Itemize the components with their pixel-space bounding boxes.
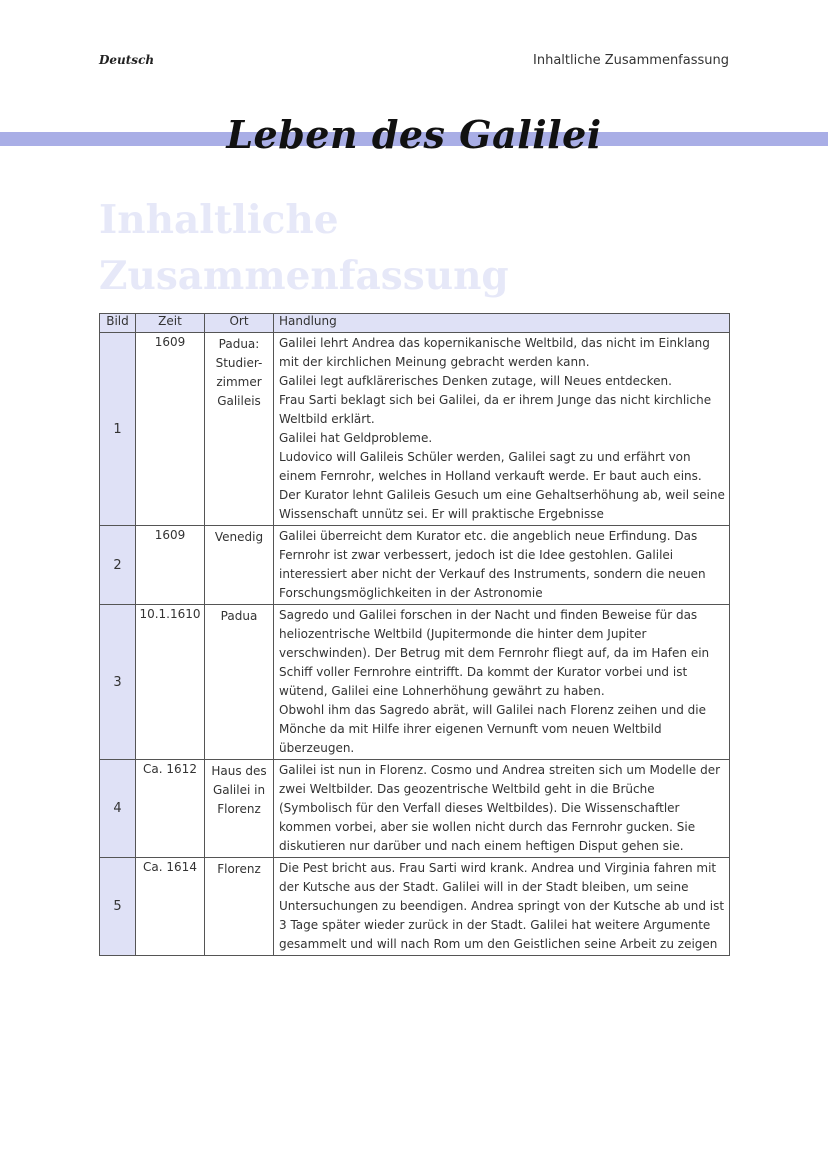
cell-handlung bbox=[274, 858, 730, 956]
cell-ort: Padua bbox=[205, 605, 274, 760]
cell-bild: 4 bbox=[100, 760, 136, 858]
cell-ort: Padua: Studier-zimmer Galileis bbox=[205, 333, 274, 526]
header-topic: Inhaltliche Zusammenfassung bbox=[533, 53, 729, 68]
cell-handlung bbox=[274, 526, 730, 605]
cell-handlung bbox=[274, 760, 730, 858]
header-ort: Ort bbox=[205, 314, 274, 333]
cell-bild: 2 bbox=[100, 526, 136, 605]
handlung-paragraph: Galilei überreicht dem Kurator etc. die angeblich neue Erfindung. Das Fernrohr ist zwar verbessert, jedoch ist die Idee gestohlen. Galilei interessiert aber nicht der Verkauf des Instruments, sondern die neuen Forschungsmöglichkeiten in der Astronomie bbox=[279, 529, 706, 600]
handlung-paragraph: Frau Sarti beklagt sich bei Galilei, da er ihrem Junge das nicht kirchliche Weltbild erklärt. bbox=[279, 393, 712, 426]
handlung-paragraph: Obwohl ihm das Sagredo abrät, will Galilei nach Florenz zeihen und die Mönche da mit Hilfe ihrer eigenen Vernunft vom neuen Weltbild überzeugen. bbox=[279, 703, 707, 755]
handlung-paragraph: Die Pest bricht aus. Frau Sarti wird krank. Andrea und Virginia fahren mit der Kutsche aus der Stadt. Galilei will in der Stadt bleiben, um seine Untersuchungen zu beendigen. Andrea springt von der Kutsche ab und ist 3 Tage später wieder zurück in der Stadt. Galilei hat weitere Argumente gesammelt und will nach Rom um den Geistlichen seine Arbeit zu zeigen bbox=[279, 861, 725, 951]
subtitle-line-1: Inhaltliche bbox=[99, 197, 339, 243]
handlung-paragraph: Galilei lehrt Andrea das kopernikanische Weltbild, das nicht im Einklang mit der kirchlichen Meinung gebracht werden kann. bbox=[279, 336, 710, 369]
subtitle-line-2: Zusammenfassung bbox=[99, 253, 509, 299]
handlung-paragraph: Ludovico will Galileis Schüler werden, Galilei sagt zu und erfährt von einem Fernrohr, welches in Holland verkauft werde. Er baut auch eins. bbox=[279, 450, 702, 483]
cell-bild: 5 bbox=[100, 858, 136, 956]
handlung-paragraph: Der Kurator lehnt Galileis Gesuch um eine Gehaltserhöhung ab, weil seine Wissenschaft unnütz sei. Er will praktische Ergebnisse bbox=[279, 488, 725, 521]
summary-table bbox=[99, 313, 730, 956]
cell-handlung bbox=[274, 605, 730, 760]
header-subject: Deutsch bbox=[99, 53, 155, 67]
handlung-paragraph: Galilei ist nun in Florenz. Cosmo und Andrea streiten sich um Modelle der zwei Weltbilder. Das geozentrische Weltbild geht in die Brüche (Symbolisch für den Verfall dieses Weltbildes). Die Wissenschaftler kommen vorbei, aber sie wollen nicht durch das Fernrohr gucken. Sie diskutieren nur darüber und nach einem heftigen Disput gehen sie. bbox=[279, 763, 721, 853]
handlung-paragraph: Sagredo und Galilei forschen in der Nacht und finden Beweise für das heliozentrische Weltbild (Jupitermonde die hinter dem Jupiter verschwinden). Der Betrug mit dem Fernrohr fliegt auf, da im Hafen ein Schiff voller Fernrohre eintrifft. Da kommt der Kurator vorbei und ist wütend, Galilei eine Lohnerhöhung gewährt zu haben. bbox=[279, 608, 710, 698]
cell-zeit: Ca. 1614 bbox=[136, 858, 205, 956]
cell-zeit: 10.1.1610 bbox=[136, 605, 205, 760]
cell-ort: Florenz bbox=[205, 858, 274, 956]
cell-ort: Haus des Galilei in Florenz bbox=[205, 760, 274, 858]
table-row bbox=[100, 605, 730, 760]
handlung-paragraph: Galilei hat Geldprobleme. bbox=[279, 431, 433, 445]
header-zeit: Zeit bbox=[136, 314, 205, 333]
table-row bbox=[100, 526, 730, 605]
cell-zeit: Ca. 1612 bbox=[136, 760, 205, 858]
cell-zeit: 1609 bbox=[136, 526, 205, 605]
cell-ort: Venedig bbox=[205, 526, 274, 605]
table-row bbox=[100, 858, 730, 956]
handlung-paragraph: Galilei legt aufklärerisches Denken zutage, will Neues entdecken. bbox=[279, 374, 672, 388]
page-title bbox=[0, 112, 828, 157]
header-handlung: Handlung bbox=[274, 314, 730, 333]
table-row bbox=[100, 760, 730, 858]
cell-zeit: 1609 bbox=[136, 333, 205, 526]
header-bild: Bild bbox=[100, 314, 136, 333]
cell-bild: 1 bbox=[100, 333, 136, 526]
cell-bild: 3 bbox=[100, 605, 136, 760]
table-row bbox=[100, 333, 730, 526]
cell-handlung bbox=[274, 333, 730, 526]
table-header-row bbox=[100, 314, 730, 333]
section-subtitle bbox=[99, 192, 509, 304]
page-title-text: Leben des Galilei bbox=[226, 112, 602, 157]
